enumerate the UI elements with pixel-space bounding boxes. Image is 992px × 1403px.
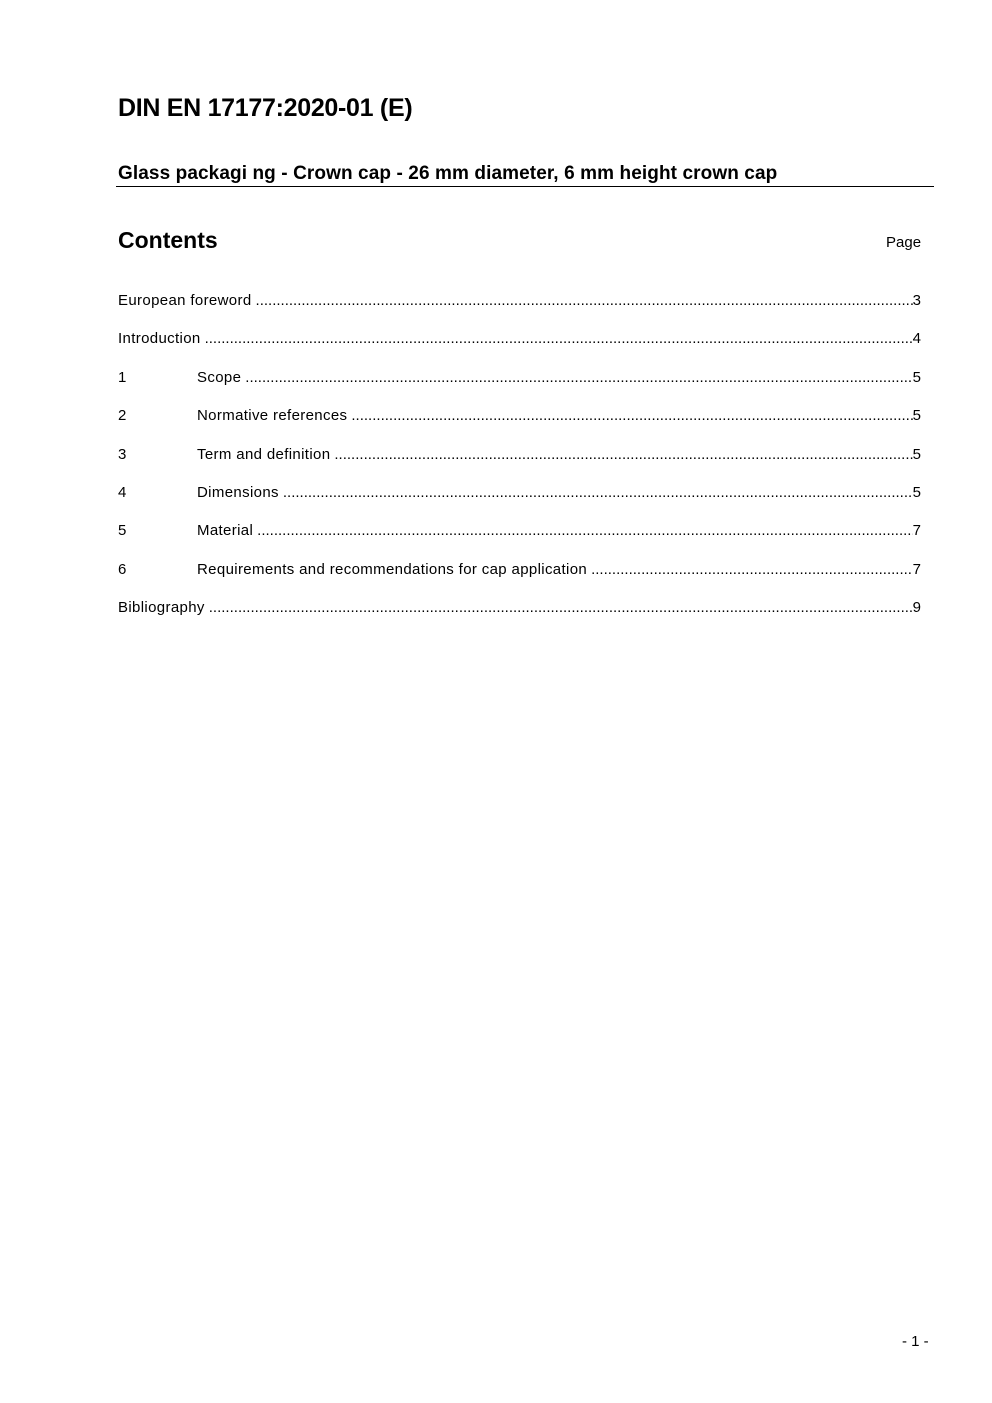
toc-entry-page: 5 [912, 483, 921, 501]
toc-entry-page: 7 [912, 560, 921, 578]
toc-entry-number: 6 [118, 560, 127, 578]
toc-dot-leader [257, 521, 913, 541]
table-of-contents [118, 291, 921, 637]
toc-entry-number: 2 [118, 407, 127, 425]
toc-entry-page: 4 [912, 330, 921, 348]
toc-entry-dimensions[interactable] [118, 483, 921, 521]
toc-entry-page: 5 [912, 445, 921, 463]
toc-entry-title: Bibliography [118, 599, 205, 617]
toc-entry-title: Term and definition [197, 445, 331, 463]
toc-entry-normative-references[interactable] [118, 406, 921, 444]
toc-entry-number: 5 [118, 522, 127, 540]
page-column-label: Page [886, 234, 922, 251]
page-number: - 1 - [902, 1333, 929, 1350]
toc-entry-number: 3 [118, 445, 127, 463]
toc-entry-bibliography[interactable] [118, 598, 921, 636]
toc-dot-leader [209, 598, 913, 618]
toc-entry-european-foreword[interactable] [118, 291, 921, 329]
document-subtitle: Glass packagi ng - Crown cap - 26 mm diameter, 6 mm height crown cap [118, 163, 778, 184]
toc-entry-number: 1 [118, 368, 127, 386]
toc-entry-title: European foreword [118, 292, 252, 309]
toc-entry-page: 5 [912, 368, 921, 386]
toc-entry-page: 7 [912, 522, 921, 540]
toc-entry-title: Normative references [197, 407, 348, 425]
toc-dot-leader [256, 291, 913, 311]
toc-entry-requirements[interactable] [118, 560, 921, 598]
toc-entry-page: 9 [912, 599, 921, 617]
subtitle-divider [116, 186, 934, 187]
document-title: DIN EN 17177:2020-01 (E) [118, 94, 413, 122]
toc-entry-number: 4 [118, 483, 127, 501]
toc-entry-scope[interactable] [118, 368, 921, 406]
toc-entry-title: Requirements and recommendations for cap application [197, 560, 588, 578]
toc-dot-leader [205, 329, 913, 349]
toc-dot-leader [245, 368, 912, 388]
toc-dot-leader [591, 560, 913, 580]
toc-entry-title: Introduction [118, 330, 201, 348]
toc-entry-term-and-definition[interactable] [118, 445, 921, 483]
toc-entry-material[interactable] [118, 521, 921, 559]
toc-entry-title: Material [197, 522, 254, 540]
toc-dot-leader [283, 483, 913, 503]
toc-entry-page: 5 [912, 407, 921, 425]
toc-dot-leader [334, 445, 912, 465]
toc-entry-introduction[interactable] [118, 329, 921, 367]
contents-heading: Contents [118, 227, 218, 253]
toc-entry-title: Scope [197, 368, 242, 386]
toc-entry-page: 3 [912, 292, 921, 309]
toc-entry-title: Dimensions [197, 483, 279, 501]
toc-dot-leader [351, 406, 912, 426]
